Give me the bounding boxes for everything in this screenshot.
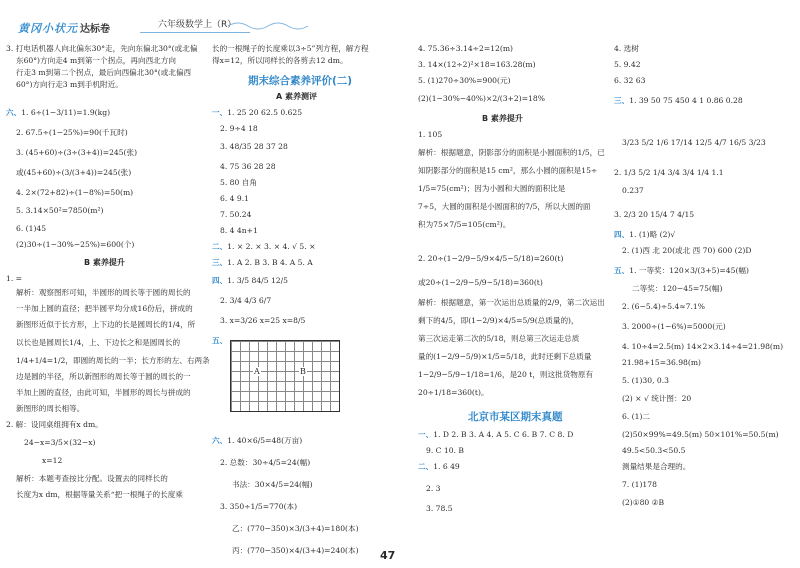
text-line: 60°)方向行走3 m到手机附近。	[16, 80, 123, 89]
text-line: 8. 4 4n+1	[220, 226, 258, 235]
section-marker: 一、	[418, 430, 434, 439]
text-line: 新图形近似于长方形，上下边的长是圆周长的1/4，所	[16, 320, 196, 329]
text-line: 得x=12，所以同样长的各剪去12 dm。	[212, 56, 348, 65]
text-line: 6. (1)二	[622, 412, 651, 421]
text-line: 解析：根据题意，阴影部分的面积是小圆面积的1/5，已	[418, 148, 605, 157]
text-line: 2. 解：设同桌组拥有x dm。	[6, 420, 103, 429]
text-line: 3. x=3/26 x=25 x=8/5	[220, 316, 306, 325]
text-line: 二、1. × 2. × 3. × 4. √ 5. ×	[212, 242, 316, 251]
text-line: 知阴影部分的面积是15 cm²，那么小圆的面积是15÷	[418, 166, 598, 175]
text-line: 2. 67.5÷(1−25%)=90(千瓦时)	[16, 128, 128, 137]
section-marker: 五、	[614, 266, 630, 275]
section-marker: 五、	[212, 336, 228, 345]
text-line: (2) × √ 统计图：20	[622, 394, 692, 403]
text-line: 3. 2000÷(1−6%)=5000(元)	[622, 322, 726, 331]
text-line: 3. 14×(12÷2)²×18=163.28(m)	[418, 60, 536, 69]
section-marker: 六、	[6, 108, 22, 117]
text-line: 解析：本题考查按比分配。设置去的同样长的	[16, 474, 168, 483]
brand-title: 达标卷	[80, 24, 110, 35]
section-heading: B 素养提升	[482, 114, 523, 123]
text-line: 2. 9÷4 18	[220, 124, 258, 133]
text-line: 6. (1)45	[16, 224, 47, 233]
text-line: 一、1. D 2. B 3. A 4. A 5. C 6. B 7. C 8. D	[418, 430, 574, 439]
text-line: 边是圆的半径，所以新图形的周长等于圆的周长的一	[16, 372, 191, 381]
text-line: 7. (1)178	[622, 480, 657, 489]
text-line: 四、1. (1)略 (2)√	[614, 230, 676, 239]
text-line: 半加上圆的直径，由此可知，半圆形的周长与拼成的	[16, 388, 191, 397]
section-heading: B 素养提升	[84, 258, 125, 267]
text-line: 一半加上圆的直径；把半圆平均分成16份后，拼成的	[16, 304, 193, 313]
text-line: 5. (1)30, 0.3	[622, 376, 669, 385]
text-line: 4. 选树	[614, 44, 639, 53]
text-line: 六、1. 40×6/5=48(万亩)	[212, 436, 303, 445]
page-header	[0, 0, 800, 40]
text-line: 3. 48/35 28 37 28	[220, 142, 288, 151]
text-line: 2. 总数：30÷4/5=24(幅)	[220, 458, 311, 467]
text-line: 解析：观察图形可知，半圆形的周长等于圆的周长的	[16, 288, 191, 297]
text-line: 解析：根据题意，第一次运出总质量的2/9，第二次运出	[418, 298, 605, 307]
text-line: 量的(1−2/9−5/9)×1/5=5/18，此时还剩下总质量	[418, 352, 592, 361]
drawing-grid	[230, 340, 340, 412]
text-line: 1−2/9−5/9−1/18=1/6，是20 t，则这批货物原有	[418, 370, 594, 379]
section-heading: A 素养测评	[276, 92, 317, 101]
text-line: 49.5<50.3<50.5	[622, 446, 686, 455]
grade-label: 六年级数学上（R）	[140, 17, 250, 33]
text-line: 4. 2×(72+82)÷(1−8%)=50(m)	[16, 188, 134, 197]
page-section-title: 期末综合素养评价(二)	[248, 75, 353, 87]
text-line: 21.98+15=36.98(m)	[622, 358, 701, 367]
text-line: (2)①80 ②B	[622, 498, 665, 507]
text-line: 三、1. 39 50 75 450 4 1 0.86 0.28	[614, 96, 743, 105]
text-line: 剩下的4/5，即(1−2/9)×4/5=5/9(总质量的)，	[418, 316, 579, 325]
grid-label-a: A	[254, 367, 260, 376]
text-line: 2. (6−5.4)÷5.4≈7.1%	[622, 302, 705, 311]
text-line: 7÷5，大圆的面积是小圆面积的7/5，所以大圆的面	[418, 202, 591, 211]
text-line: 24−x=3/5×(32−x)	[24, 438, 96, 447]
text-line: 2. 20÷(1−2/9−5/9×4/5−5/18)=260(t)	[418, 254, 564, 263]
text-line: 积为75×7/5=105(cm²)。	[418, 220, 511, 229]
text-line: 3/23 5/2 1/6 17/14 12/5 4/7 16/5 3/23	[622, 138, 766, 147]
text-line: 6. 4 9.1	[220, 194, 249, 203]
section-marker: 三、	[212, 258, 228, 267]
header-decoration-icon	[228, 20, 318, 32]
text-line: 9. C 10. B	[426, 446, 464, 455]
text-line: 东60°)方向走4 m到第一个拐点，再向西北方向	[16, 56, 176, 65]
text-line: 六、1. 6÷(1−3/11)=1.9(kg)	[6, 108, 111, 117]
text-line: 三、1. A 2. B 3. B 4. A 5. A	[212, 258, 313, 267]
text-line: (2)30÷(1−30%−25%)=600(个)	[16, 240, 135, 249]
text-line: 4. 75 36 28 28	[220, 162, 276, 171]
text-line: 2. 3	[426, 484, 441, 493]
text-line: 7. 50.24	[220, 210, 252, 219]
text-line: 1/4+1/4=1/2，即圆的周长的一半；长方形的左、右两条	[16, 356, 210, 365]
page-section-title: 北京市某区期末真题	[468, 411, 563, 423]
text-line: 长的一根绳子的长度乘以3÷5”列方程，解方程	[212, 44, 369, 53]
text-line: 丙：(770−350)×4/(3+4)=240(本)	[232, 546, 359, 555]
text-line: 书法：30×4/5=24(幅)	[232, 480, 313, 489]
section-marker: 四、	[212, 276, 228, 285]
page-number: 47	[380, 549, 396, 562]
text-line: 3. 打电话机器人向北偏东30°走，先向东偏北30°(或北偏	[6, 44, 198, 53]
brand-name: 黄冈小状元	[18, 22, 78, 35]
text-line: 2. 3/4 4/3 6/7	[220, 296, 272, 305]
text-line: x=12	[42, 456, 63, 465]
text-line: 3. (45+60)÷(3÷(3+4))=245(张)	[16, 148, 138, 157]
text-line: 2. 1/3 5/2 1/4 3/4 3/4 1/4 1.1	[614, 168, 724, 177]
text-line: 5. (1)270÷30%=900(元)	[418, 76, 511, 85]
text-line: 五、1. 一等奖：120×3/(3+5)=45(幅)	[614, 266, 749, 275]
section-marker: 二、	[212, 242, 228, 251]
text-line: 20÷1/18=360(t)。	[418, 388, 489, 397]
text-line: 以长也是圆周长1/4，上、下边长之和是圆周长的	[16, 338, 181, 347]
text-line: 1. =	[6, 274, 23, 283]
grid-label-b: B	[300, 367, 306, 376]
text-line: (2)50×99%=49.5(m) 50×101%=50.5(m)	[622, 430, 779, 439]
text-line: 行走3 m到第二个拐点，最后向西偏北30°(或北偏西	[16, 68, 192, 77]
section-marker: 三、	[614, 96, 630, 105]
text-line: (2)(1−30%−40%)×2/(3+2)=18%	[418, 94, 545, 103]
text-line: 4. 10÷4=2.5(m) 14×2×3.14÷4=21.98(m)	[622, 342, 784, 351]
section-marker: 二、	[418, 462, 434, 471]
text-line: 1/5=75(cm²)；因为小圆和大圆的面积比是	[418, 184, 566, 193]
text-line: 或20÷(1−2/9−5/9−5/18)=360(t)	[418, 278, 543, 287]
text-line: 3. 2/3 20 15/4 7 4/15	[614, 210, 695, 219]
text-line: 2. (1)西 北 20(或北 西 70) 600 (2)D	[622, 246, 752, 255]
text-line: 一、1. 25 20 62.5 0.625	[212, 108, 303, 117]
text-line: 4. 75.36÷3.14÷2=12(m)	[418, 44, 514, 53]
section-marker: 六、	[212, 436, 228, 445]
text-line: 5. 3.14×50²=7850(m²)	[16, 206, 104, 215]
text-line: 乙：(770−350)×3/(3+4)=180(本)	[232, 524, 359, 533]
section-marker: 一、	[212, 108, 228, 117]
text-line: 5. 80 自角	[220, 178, 257, 187]
section-marker: 四、	[614, 230, 630, 239]
text-line: 长度为x dm，根据等量关系“把一根绳子的长度乘	[16, 490, 183, 499]
text-line: 0.237	[622, 186, 644, 195]
text-line: 1. 105	[418, 130, 443, 139]
text-line: 或(45+60)÷(3/(3+4))=245(张)	[16, 168, 132, 177]
text-line: 新图形的周长相等。	[16, 404, 85, 413]
text-line: 测量结果是合理的。	[622, 462, 691, 471]
text-line: 6. 32 63	[614, 76, 646, 85]
text-line: 二等奖：120−45=75(幅)	[632, 284, 723, 293]
text-line	[212, 336, 227, 346]
text-line: 3. 78.5	[426, 504, 453, 513]
text-line: 第三次运走第二次的5/18，则总第三次运走总质	[418, 334, 580, 343]
text-line: 3. 350÷1/5=770(本)	[220, 502, 298, 511]
text-line: 四、1. 3/5 84/5 12/5	[212, 276, 289, 285]
text-line: 5. 9.42	[614, 60, 641, 69]
text-line: 二、1. 6 49	[418, 462, 460, 471]
